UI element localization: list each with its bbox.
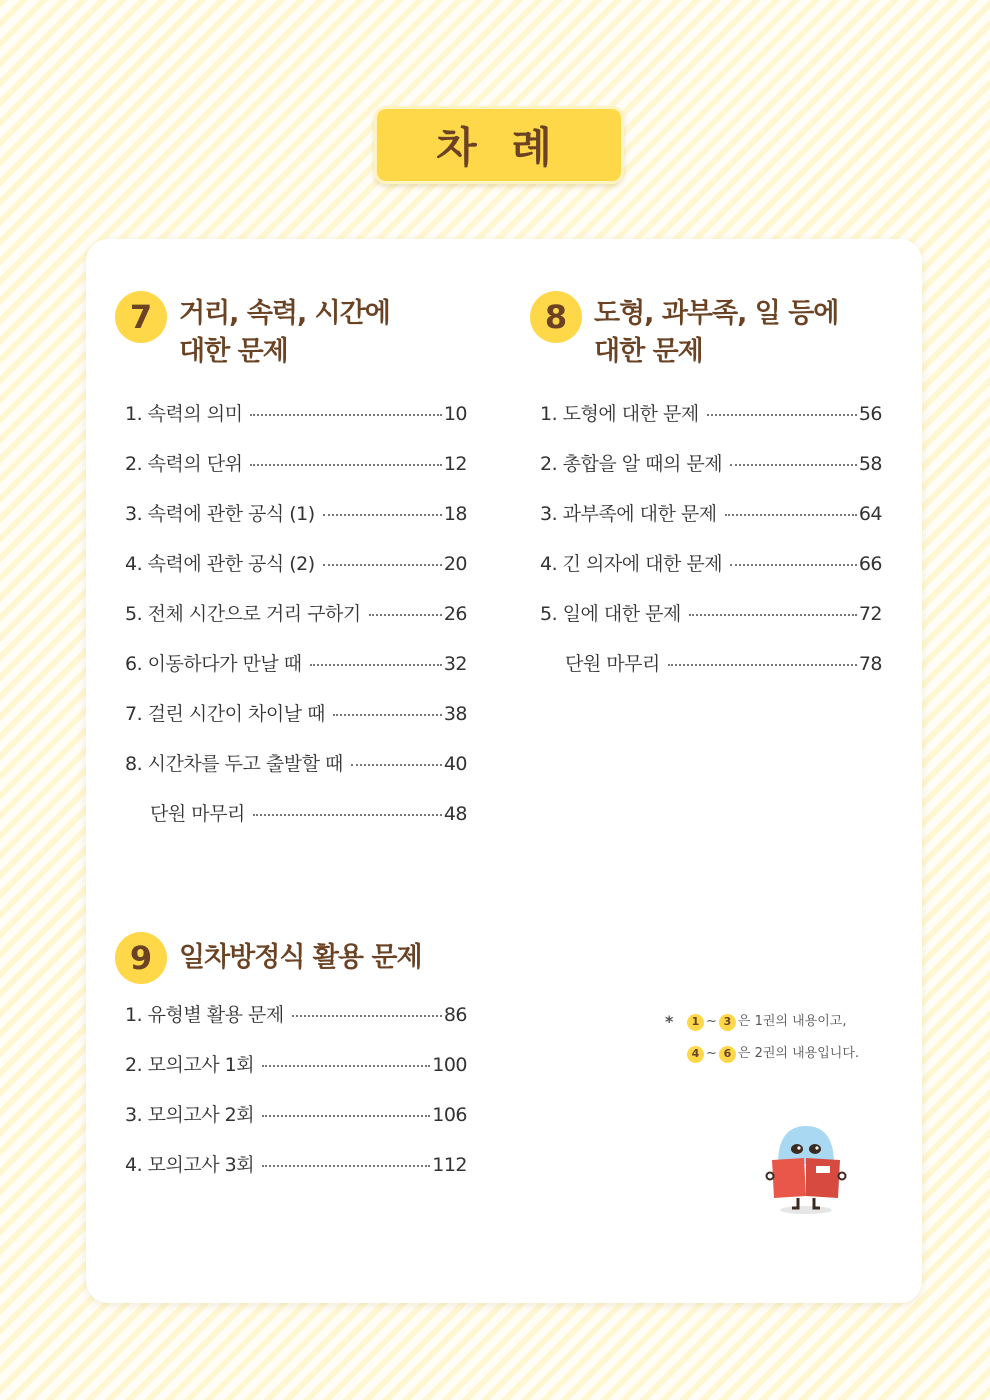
toc-item-label: 1. 도형에 대한 문제	[540, 403, 699, 425]
section-title-line1: 거리, 속력, 시간에	[179, 298, 390, 329]
toc-item-page: 72	[858, 603, 882, 625]
toc-item-page: 58	[858, 453, 882, 475]
eye-shine	[815, 1146, 818, 1149]
dot-leader	[253, 814, 442, 816]
toc-list	[125, 1000, 467, 1200]
section-title-line1: 도형, 과부족, 일 등에	[594, 298, 839, 329]
book-right-page	[806, 1158, 840, 1198]
dot-leader	[351, 764, 442, 766]
toc-item-label: 8. 시간차를 두고 출발할 때	[125, 753, 343, 775]
mascot-eye-right	[809, 1144, 821, 1154]
toc-item-page: 38	[443, 703, 467, 725]
toc-item-page: 106	[432, 1104, 467, 1126]
dot-leader	[725, 514, 857, 516]
volume-badge: 4	[687, 1046, 704, 1063]
dot-leader	[292, 1015, 442, 1017]
toc-item-label: 2. 모의고사 1회	[125, 1054, 255, 1076]
toc-item-label: 5. 전체 시간으로 거리 구하기	[125, 603, 361, 625]
mascot-hand-right	[839, 1173, 846, 1180]
mascot-hand-left	[767, 1173, 774, 1180]
toc-item[interactable]	[125, 649, 467, 699]
toc-item-page: 56	[858, 403, 882, 425]
toc-item[interactable]	[125, 399, 467, 449]
toc-item-page: 26	[443, 603, 467, 625]
note-line-2	[665, 1038, 915, 1070]
toc-item[interactable]	[540, 549, 882, 599]
section-title	[179, 295, 479, 371]
volume-badge: 6	[719, 1046, 736, 1063]
dot-leader	[310, 664, 442, 666]
toc-item[interactable]	[540, 599, 882, 649]
toc-item-page: 48	[443, 803, 467, 825]
toc-item-label: 1. 유형별 활용 문제	[125, 1004, 284, 1026]
toc-item-label: 2. 속력의 단위	[125, 453, 243, 475]
section-title-line1: 일차방정식 활용 문제	[179, 942, 422, 973]
toc-item-page: 32	[443, 653, 467, 675]
volume-badge: 1	[687, 1014, 704, 1031]
dot-leader	[250, 414, 441, 416]
toc-item-page: 86	[443, 1004, 467, 1026]
toc-item[interactable]	[125, 699, 467, 749]
section-title-line2: 대한 문제	[179, 336, 288, 367]
toc-item[interactable]	[125, 1000, 467, 1050]
mascot-leg-left	[792, 1198, 798, 1208]
toc-item[interactable]	[125, 549, 467, 599]
section-number: 7	[115, 291, 167, 343]
toc-item-page: 40	[443, 753, 467, 775]
toc-item-label: 4. 모의고사 3회	[125, 1154, 255, 1176]
toc-item[interactable]	[125, 1050, 467, 1100]
volume-note	[665, 1006, 915, 1070]
dot-leader	[250, 464, 441, 466]
dot-leader	[262, 1115, 430, 1117]
dot-leader	[668, 664, 857, 666]
mascot-shadow	[780, 1206, 832, 1214]
section-number: 8	[530, 291, 582, 343]
mascot-leg-right	[814, 1198, 820, 1208]
toc-item[interactable]	[125, 799, 467, 849]
toc-item-label: 6. 이동하다가 만날 때	[125, 653, 302, 675]
toc-item-page: 112	[432, 1154, 467, 1176]
toc-item[interactable]	[125, 599, 467, 649]
toc-item-page: 66	[858, 553, 882, 575]
section-title	[179, 939, 479, 977]
toc-item-label: 단원 마무리	[565, 653, 660, 675]
toc-item-page: 10	[443, 403, 467, 425]
dot-leader	[689, 614, 857, 616]
asterisk: *	[665, 1012, 674, 1031]
toc-item-page: 64	[858, 503, 882, 525]
toc-item[interactable]	[540, 399, 882, 449]
toc-item-page: 12	[443, 453, 467, 475]
dot-leader	[707, 414, 857, 416]
reading-mascot-illustration	[764, 1122, 848, 1218]
toc-item[interactable]	[125, 449, 467, 499]
toc-item[interactable]	[125, 749, 467, 799]
tilde: ~	[706, 1046, 717, 1061]
dot-leader	[333, 714, 442, 716]
note-text: 은 2권의 내용입니다.	[737, 1046, 860, 1061]
toc-item-label: 5. 일에 대한 문제	[540, 603, 681, 625]
dot-leader	[730, 464, 857, 466]
toc-item-label: 1. 속력의 의미	[125, 403, 243, 425]
toc-item[interactable]	[125, 1100, 467, 1150]
toc-item-label: 4. 속력에 관한 공식 (2)	[125, 553, 315, 575]
book-left-page	[772, 1158, 806, 1198]
dot-leader	[323, 514, 442, 516]
toc-item-page: 100	[432, 1054, 467, 1076]
title-box	[374, 106, 624, 184]
toc-item-label: 단원 마무리	[150, 803, 245, 825]
toc-item-label: 3. 모의고사 2회	[125, 1104, 255, 1126]
toc-item[interactable]	[540, 449, 882, 499]
dot-leader	[369, 614, 442, 616]
tilde: ~	[706, 1014, 717, 1029]
toc-item-page: 18	[443, 503, 467, 525]
toc-item[interactable]	[540, 499, 882, 549]
toc-item-label: 2. 총합을 알 때의 문제	[540, 453, 723, 475]
note-line-1	[665, 1006, 915, 1038]
volume-badge: 3	[719, 1014, 736, 1031]
dot-leader	[262, 1065, 430, 1067]
book-label	[816, 1166, 830, 1173]
mascot-eye-left	[791, 1144, 803, 1154]
toc-item[interactable]	[540, 649, 882, 699]
section-title-line2: 대한 문제	[594, 336, 703, 367]
toc-item-page: 78	[858, 653, 882, 675]
eye-shine	[797, 1146, 800, 1149]
toc-item-label: 7. 걸린 시간이 차이날 때	[125, 703, 325, 725]
toc-list	[125, 399, 467, 849]
toc-item[interactable]	[125, 1150, 467, 1200]
toc-item[interactable]	[125, 499, 467, 549]
toc-item-label: 3. 속력에 관한 공식 (1)	[125, 503, 315, 525]
dot-leader	[262, 1165, 430, 1167]
page-title: 차 례	[436, 123, 562, 172]
dot-leader	[730, 564, 857, 566]
toc-list	[540, 399, 882, 699]
toc-item-page: 20	[443, 553, 467, 575]
toc-item-label: 4. 긴 의자에 대한 문제	[540, 553, 723, 575]
section-number: 9	[115, 932, 167, 984]
note-text: 은 1권의 내용이고,	[737, 1014, 847, 1029]
section-title	[594, 295, 894, 371]
dot-leader	[323, 564, 442, 566]
toc-item-label: 3. 과부족에 대한 문제	[540, 503, 717, 525]
